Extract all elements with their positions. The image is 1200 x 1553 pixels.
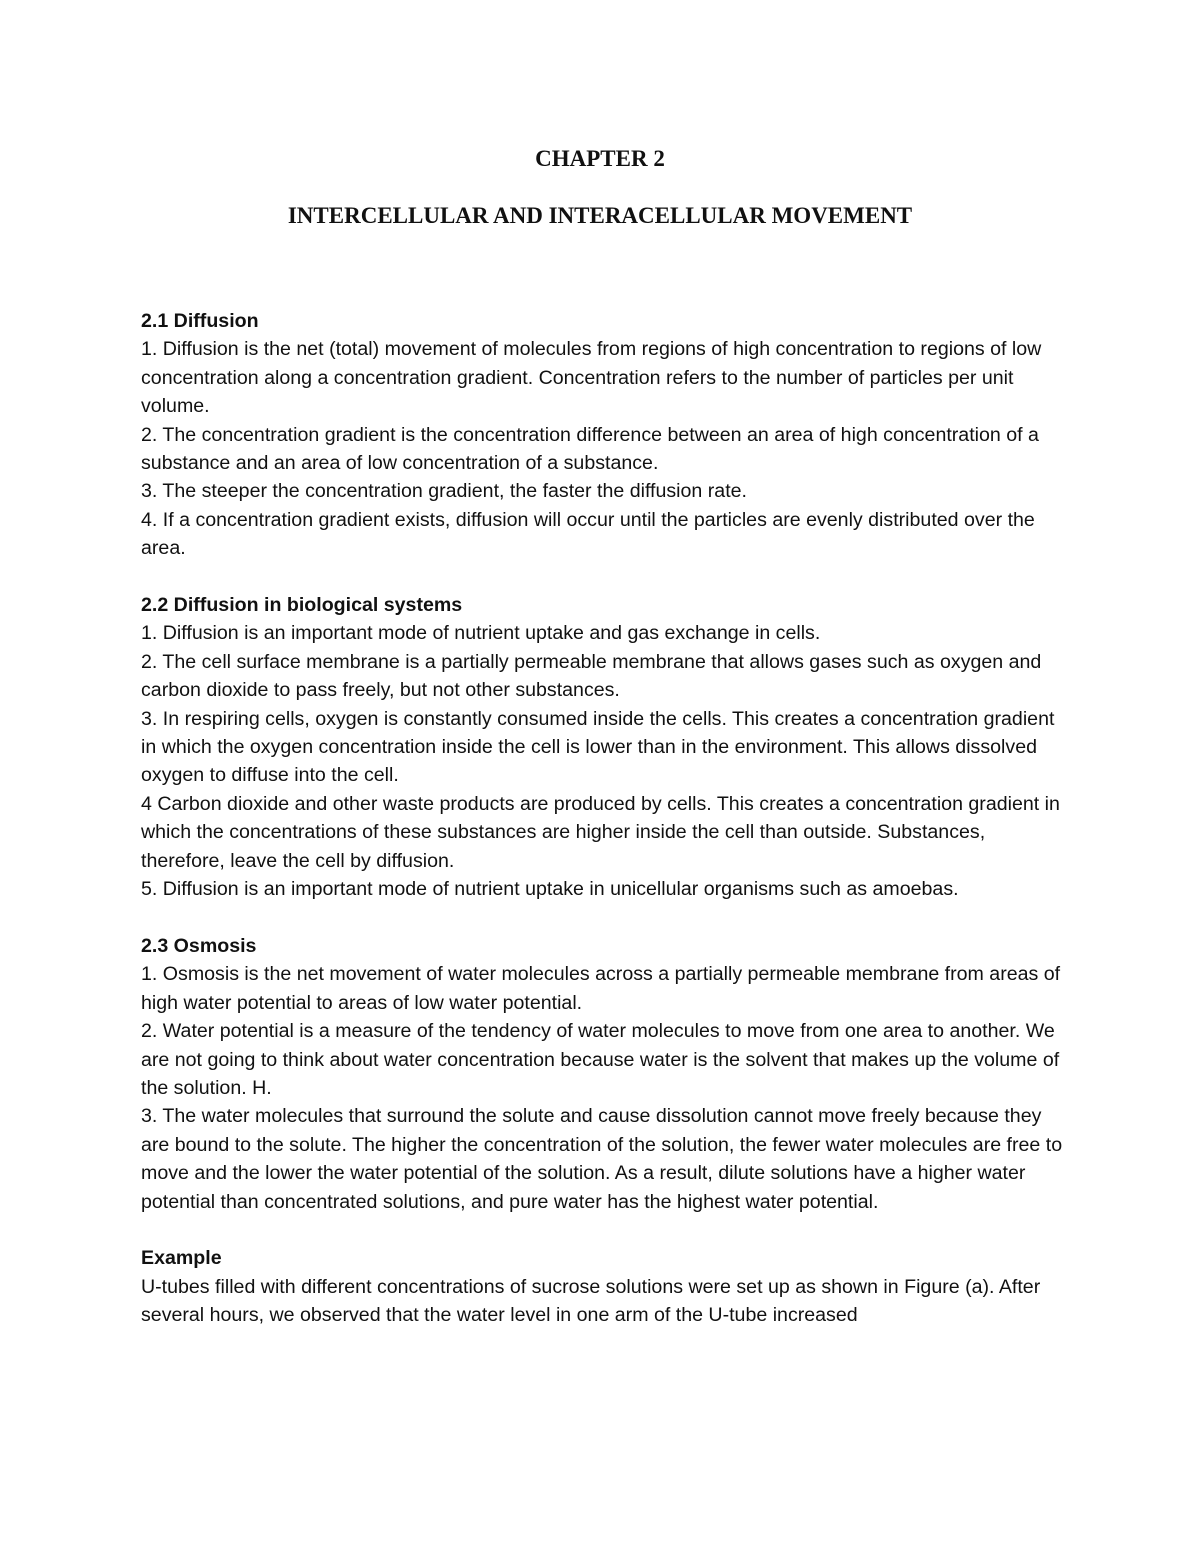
section-spacer <box>141 904 1071 932</box>
document-body <box>141 307 1071 1330</box>
paragraph: 3. In respiring cells, oxygen is constantly consumed inside the cells. This creates a concentration gradient in which the oxygen concentration inside the cell is lower than in the environment. This allows dissolved oxygen to diffuse into the cell. <box>141 707 1055 787</box>
paragraph: U-tubes filled with different concentrations of sucrose solutions were set up as shown in Figure (a). After several hours, we observed that the water level in one arm of the U-tube increased <box>141 1275 1041 1327</box>
section-heading: Example <box>141 1247 222 1270</box>
paragraph: 4 Carbon dioxide and other waste products are produced by cells. This creates a concentration gradient in which the concentrations of these substances are higher inside the cell than outside. Substances, therefore, leave the cell by diffusion. <box>141 792 1060 872</box>
paragraph: 1. Diffusion is an important mode of nutrient uptake and gas exchange in cells. <box>141 622 821 645</box>
paragraph: 1. Diffusion is the net (total) movement of molecules from regions of high concentration to regions of low concentration along a concentration gradient. Concentration refers to the number of particles per unit volume. <box>141 338 1042 418</box>
section-heading: 2.2 Diffusion in biological systems <box>141 594 463 617</box>
chapter-subtitle: INTERCELLULAR AND INTERACELLULAR MOVEMENT <box>287 203 913 228</box>
paragraph: 3. The water molecules that surround the solute and cause dissolution cannot move freely because they are bound to the solute. The higher the concentration of the solution, the fewer water molecules are free to move and the lower the water potential of the solution. As a result, dilute solutions have a higher water potential than concentrated solutions, and pure water has the highest water potential. <box>141 1105 1063 1213</box>
paragraph: 2. The concentration gradient is the concentration difference between an area of high concentration of a substance and an area of low concentration of a substance. <box>141 423 1039 475</box>
chapter-title: CHAPTER 2 <box>535 146 665 171</box>
section-spacer <box>141 1216 1071 1244</box>
paragraph: 2. The cell surface membrane is a partially permeable membrane that allows gases such as oxygen and carbon dioxide to pass freely, but not other substances. <box>141 650 1042 702</box>
section-diffusion <box>141 307 1071 563</box>
section-heading: 2.1 Diffusion <box>141 310 259 332</box>
section-osmosis <box>141 932 1071 1216</box>
section-example <box>141 1244 1071 1329</box>
paragraph: 2. Water potential is a measure of the tendency of water molecules to move from one area to another. We are not going to think about water concentration because water is the solvent that makes up the volume of the solution. H. <box>141 1020 1060 1099</box>
section-spacer <box>141 563 1071 591</box>
section-diffusion-biological <box>141 591 1071 903</box>
paragraph: 1. Osmosis is the net movement of water molecules across a partially permeable membrane from areas of high water potential to areas of low water potential. <box>141 963 1061 1014</box>
section-heading: 2.3 Osmosis <box>141 934 257 957</box>
paragraph: 3. The steeper the concentration gradient, the faster the diffusion rate. <box>141 480 747 503</box>
paragraph: 4. If a concentration gradient exists, diffusion will occur until the particles are evenly distributed over the area. <box>141 508 1035 560</box>
paragraph: 5. Diffusion is an important mode of nutrient uptake in unicellular organisms such as amoebas. <box>141 878 959 901</box>
